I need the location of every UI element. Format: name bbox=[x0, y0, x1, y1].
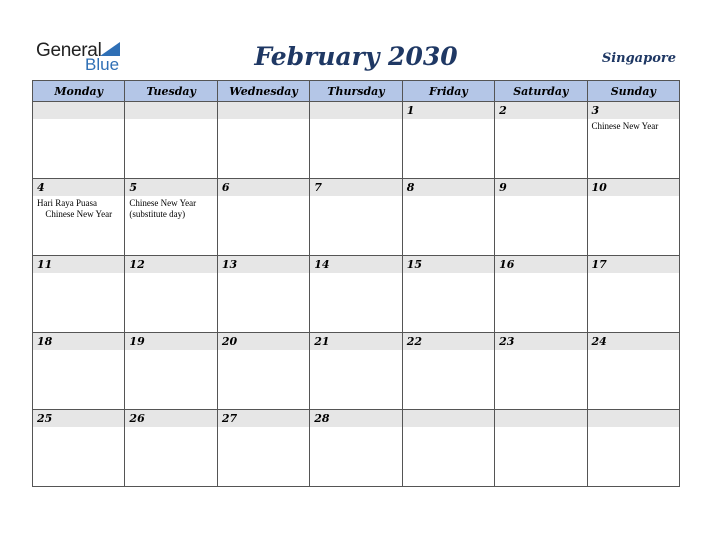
day-number: 6 bbox=[218, 179, 309, 196]
country-label: Singapore bbox=[601, 51, 676, 66]
logo-blue-text: Blue bbox=[85, 55, 120, 74]
week-row bbox=[33, 256, 680, 333]
day-cell bbox=[495, 102, 587, 179]
day-number: 28 bbox=[310, 410, 401, 427]
day-cell bbox=[217, 102, 309, 179]
calendar-grid bbox=[32, 80, 680, 487]
holiday-label-line: Chinese New Year bbox=[129, 198, 197, 208]
day-cell bbox=[125, 179, 217, 256]
day-number: 8 bbox=[403, 179, 494, 196]
week-row bbox=[33, 102, 680, 179]
holiday-label-line: Chinese New Year bbox=[45, 209, 113, 219]
day-cell bbox=[33, 333, 125, 410]
day-cell bbox=[587, 256, 679, 333]
weekday-sunday: Sunday bbox=[587, 81, 679, 102]
day-cell bbox=[33, 102, 125, 179]
day-number bbox=[403, 410, 494, 427]
day-number: 9 bbox=[495, 179, 586, 196]
day-cell bbox=[310, 256, 402, 333]
logo-general-text: General bbox=[36, 40, 102, 61]
holiday-label-line: Hari Raya Puasa bbox=[37, 198, 97, 208]
day-cell bbox=[217, 333, 309, 410]
day-cell bbox=[402, 102, 494, 179]
day-number bbox=[218, 102, 309, 119]
day-cell bbox=[587, 410, 679, 487]
weekday-friday: Friday bbox=[402, 81, 494, 102]
day-cell bbox=[33, 179, 125, 256]
day-number: 11 bbox=[33, 256, 124, 273]
day-cell bbox=[217, 179, 309, 256]
weekday-thursday: Thursday bbox=[310, 81, 402, 102]
day-number bbox=[495, 410, 586, 427]
day-cell bbox=[495, 256, 587, 333]
holiday-label: Chinese New Year bbox=[591, 121, 659, 131]
day-number: 25 bbox=[33, 410, 124, 427]
day-number: 13 bbox=[218, 256, 309, 273]
day-number bbox=[588, 410, 679, 427]
weekday-monday: Monday bbox=[33, 81, 125, 102]
day-cell bbox=[310, 410, 402, 487]
day-number: 27 bbox=[218, 410, 309, 427]
day-number: 19 bbox=[125, 333, 216, 350]
week-row bbox=[33, 410, 680, 487]
day-cell bbox=[587, 333, 679, 410]
day-number: 14 bbox=[310, 256, 401, 273]
day-number: 1 bbox=[403, 102, 494, 119]
day-number: 12 bbox=[125, 256, 216, 273]
day-cell bbox=[495, 410, 587, 487]
day-cell bbox=[33, 256, 125, 333]
day-cell bbox=[587, 179, 679, 256]
day-number: 2 bbox=[495, 102, 586, 119]
day-number bbox=[33, 102, 124, 119]
day-cell bbox=[217, 256, 309, 333]
day-number: 22 bbox=[403, 333, 494, 350]
day-cell bbox=[125, 333, 217, 410]
weekday-tuesday: Tuesday bbox=[125, 81, 217, 102]
holiday-label bbox=[33, 196, 124, 220]
day-number: 24 bbox=[588, 333, 679, 350]
day-cell bbox=[125, 256, 217, 333]
day-number: 20 bbox=[218, 333, 309, 350]
day-cell bbox=[495, 179, 587, 256]
page-title: February 2030 bbox=[254, 42, 458, 71]
day-cell bbox=[310, 179, 402, 256]
day-number: 4 bbox=[33, 179, 124, 196]
day-cell bbox=[402, 256, 494, 333]
day-number bbox=[310, 102, 401, 119]
day-cell bbox=[125, 410, 217, 487]
day-cell bbox=[125, 102, 217, 179]
holiday-label bbox=[125, 196, 216, 220]
day-number: 10 bbox=[588, 179, 679, 196]
day-cell bbox=[402, 179, 494, 256]
day-number: 3 bbox=[588, 102, 679, 119]
day-number: 17 bbox=[588, 256, 679, 273]
weekday-saturday: Saturday bbox=[495, 81, 587, 102]
day-number: 5 bbox=[125, 179, 216, 196]
day-cell bbox=[587, 102, 679, 179]
day-number: 26 bbox=[125, 410, 216, 427]
weekday-header-row bbox=[33, 81, 680, 102]
week-row bbox=[33, 179, 680, 256]
day-cell bbox=[310, 333, 402, 410]
day-number: 18 bbox=[33, 333, 124, 350]
day-number: 15 bbox=[403, 256, 494, 273]
day-number: 7 bbox=[310, 179, 401, 196]
day-cell bbox=[33, 410, 125, 487]
day-number: 21 bbox=[310, 333, 401, 350]
day-cell bbox=[310, 102, 402, 179]
week-row bbox=[33, 333, 680, 410]
day-cell bbox=[495, 333, 587, 410]
day-cell bbox=[402, 410, 494, 487]
day-number: 16 bbox=[495, 256, 586, 273]
day-cell bbox=[217, 410, 309, 487]
day-number: 23 bbox=[495, 333, 586, 350]
weekday-wednesday: Wednesday bbox=[217, 81, 309, 102]
holiday-label-line: (substitute day) bbox=[129, 209, 186, 219]
day-cell bbox=[402, 333, 494, 410]
day-number bbox=[125, 102, 216, 119]
